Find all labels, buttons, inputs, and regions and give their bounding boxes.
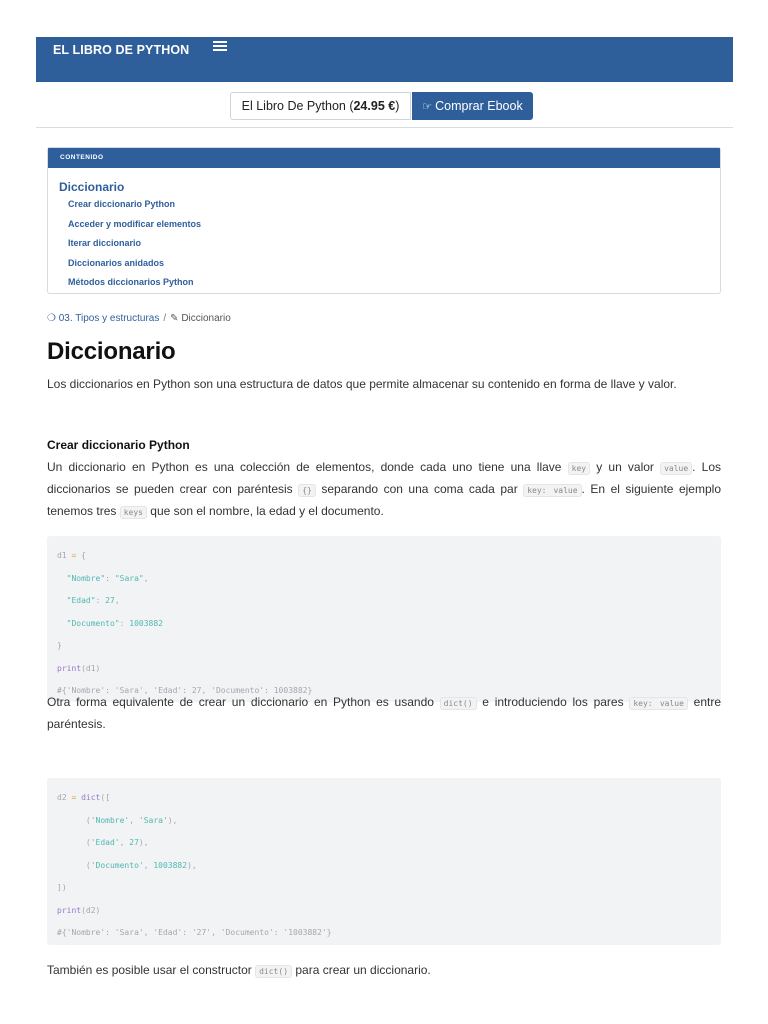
breadcrumb-section-label: 03. Tipos y estructuras	[58, 313, 160, 324]
code-block[interactable]	[47, 778, 721, 945]
toc-link[interactable]: Acceder y modificar elementos	[68, 218, 202, 229]
code-line	[57, 810, 711, 833]
brand-logo[interactable]: EL LIBRO DE PYTHON	[53, 43, 190, 57]
top-navbar	[36, 37, 733, 82]
code-token: ])	[57, 883, 67, 892]
book-price-suffix: )	[395, 99, 400, 113]
breadcrumb	[47, 313, 231, 324]
cube-icon: ❍	[47, 313, 56, 324]
inline-code: key: value	[629, 697, 688, 710]
breadcrumb-section[interactable]	[47, 313, 159, 324]
book-icon: ✎	[170, 313, 179, 324]
code-token: "Nombre"	[57, 573, 106, 583]
hand-icon: ☞	[422, 101, 433, 113]
code-token: 'Sara'	[138, 815, 168, 825]
toc-link-diccionario[interactable]: Diccionario	[59, 180, 125, 194]
code-token: ),	[187, 860, 197, 870]
toc-heading: CONTENIDO	[48, 148, 720, 168]
inline-code: key: value	[523, 484, 581, 497]
code-token: ,	[143, 860, 154, 870]
code-token: d2	[57, 793, 72, 802]
code-token: "Documento"	[57, 618, 120, 628]
code-token: 27	[129, 838, 139, 847]
code-token: #{'Nombre': 'Sara', 'Edad': 27, 'Documento': 1003882}	[57, 686, 313, 695]
code-token: ,	[119, 838, 130, 847]
code-token: ),	[167, 815, 178, 825]
code-token: ([	[100, 793, 111, 802]
code-line	[57, 613, 711, 636]
code-token: ,	[143, 573, 149, 583]
code-token: 'Nombre'	[90, 815, 130, 825]
breadcrumb-current	[170, 313, 231, 324]
code-token: :	[105, 573, 115, 583]
inline-code: value	[660, 462, 692, 475]
text: Otra forma equivalente de crear un diccionario en Python es usando	[47, 695, 440, 709]
code-token: (d1)	[81, 663, 101, 673]
table-of-contents	[47, 147, 721, 294]
code-token: ,	[114, 596, 120, 605]
code-token: {	[76, 551, 86, 560]
book-name: El Libro De Python (	[241, 99, 354, 113]
code-line	[57, 545, 711, 568]
paragraph-constructor	[47, 960, 721, 982]
paragraph-create	[47, 457, 721, 523]
inline-code: key	[568, 462, 590, 475]
code-token: print	[57, 663, 82, 673]
code-token: 1003882	[153, 860, 188, 870]
code-token: ),	[138, 838, 149, 847]
code-token: (d2)	[81, 905, 101, 915]
text: Un diccionario en Python es una colección de elementos, donde cada uno tiene una llave	[47, 460, 568, 474]
code-token: (	[57, 838, 91, 847]
code-token: "Sara"	[114, 573, 144, 583]
text: . Los diccionarios se pueden crear con paréntesis	[47, 460, 722, 496]
text: También es posible usar el constructor	[47, 963, 256, 977]
code-token: dict	[81, 793, 101, 802]
code-token: #{'Nombre': 'Sara', 'Edad': '27', 'Documento': '1003882'}	[57, 928, 332, 937]
code-token: (	[57, 860, 91, 870]
page-title: Diccionario	[47, 338, 176, 365]
code-line	[57, 877, 711, 900]
code-token: ,	[129, 815, 139, 825]
code-block[interactable]	[47, 536, 721, 702]
hamburger-icon[interactable]	[213, 40, 227, 52]
code-token: (	[57, 815, 91, 825]
inline-code: {}	[298, 484, 316, 497]
code-token: 'Documento'	[90, 860, 144, 870]
code-token: =	[71, 793, 77, 802]
code-line	[57, 658, 711, 681]
code-token: d1	[57, 551, 72, 560]
text: e introduciendo los pares	[476, 695, 630, 709]
breadcrumb-separator: /	[163, 313, 167, 324]
book-price: 24.95 €	[353, 99, 396, 113]
toc-link[interactable]: Crear diccionario Python	[68, 199, 176, 209]
code-token: =	[71, 551, 77, 560]
buy-ebook-label: Comprar Ebook	[435, 99, 523, 113]
section-heading: Crear diccionario Python	[47, 438, 190, 452]
breadcrumb-current-label: Diccionario	[181, 313, 231, 324]
code-line	[57, 635, 711, 658]
code-token: :	[119, 618, 130, 628]
code-line	[57, 787, 711, 810]
text: separando con una coma cada par	[315, 482, 524, 496]
text: que son el nombre, la edad y el documento.	[146, 504, 384, 518]
code-token: 27	[105, 596, 115, 605]
code-line	[57, 568, 711, 591]
code-token: print	[57, 905, 82, 915]
code-line	[57, 832, 711, 855]
divider	[36, 127, 733, 128]
inline-code: keys	[120, 506, 147, 519]
text: . En el siguiente ejemplo tenemos tres	[47, 482, 721, 518]
toc-link[interactable]: Iterar diccionario	[68, 238, 142, 248]
code-token: "Edad"	[57, 596, 96, 605]
book-price-label	[230, 92, 411, 120]
code-token: }	[57, 641, 62, 650]
toc-link[interactable]: Diccionarios anidados	[68, 257, 165, 268]
text: entre paréntesis.	[47, 695, 722, 731]
code-line	[57, 855, 711, 878]
code-token: :	[95, 596, 106, 605]
code-line	[57, 590, 711, 613]
text: para crear un diccionario.	[292, 963, 431, 977]
text: y un valor	[590, 460, 661, 474]
code-line	[57, 900, 711, 923]
buy-ebook-button[interactable]	[412, 92, 533, 120]
intro-paragraph: Los diccionarios en Python son una estructura de datos que permite almacenar su contenido en forma de llave y valor.	[47, 377, 677, 391]
toc-link[interactable]: Métodos diccionarios Python	[68, 277, 194, 287]
inline-code: dict()	[255, 965, 292, 978]
code-line	[57, 922, 711, 945]
code-token: 1003882	[129, 618, 163, 628]
code-token: 'Edad'	[90, 838, 120, 847]
inline-code: dict()	[440, 697, 477, 710]
paragraph-dict	[47, 692, 721, 735]
